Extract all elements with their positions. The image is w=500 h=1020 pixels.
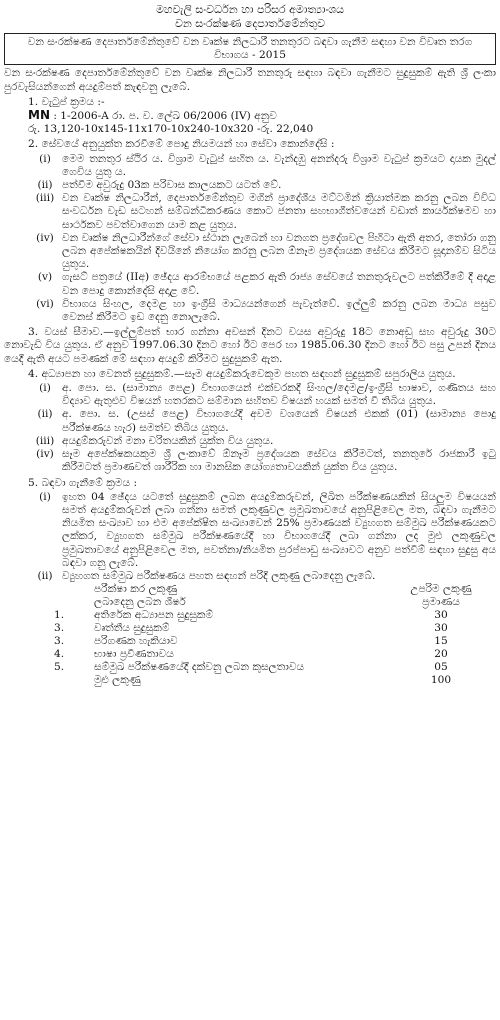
total-value: 100 <box>430 674 452 687</box>
item-text: වන වෘක්ෂ නිලධාරීන්ගේ සේවා ස්ථාන ලැබෙන් හා වනගත ප්‍රදේශවල පිහිටා ඇති අතර, තෝරා ගනු ලබන අපේක්ෂකයින් දිවයිනේ නියෝග කරනු ලබන ඕනෑම ප්‍රදේශයක සේවය කිරීමට සූදානම්ව සිටිය යුතුය. <box>62 231 496 271</box>
table-row <box>28 609 496 622</box>
section-3-text: —ඉල්ලුම්පත් භාර ගන්නා අවසන් දිනට වයස අවුරුදු 18ට නොඅඩු සහ අවුරුදු 30ට නොවැඩි විය යුතුය. ඒ අනුව 1997.06.30 දිනට හෝ ඊට පෙර හා 1985.06.30 දිනට හෝ ඊට පසු උපන් දිනය යෙදී ඇති අයට පමණක් මේ සඳහා අයදුම් කිරීමට සුදුසුකම් ඇත. <box>4 326 496 365</box>
row-number: 1. <box>54 609 65 622</box>
list-item <box>28 491 496 570</box>
item-number: (v) <box>37 271 53 284</box>
item-number: (i) <box>39 152 51 165</box>
row-value: 15 <box>434 635 448 648</box>
section-recruitment-method <box>4 477 496 688</box>
item-number: (iv) <box>36 231 54 244</box>
item-text: සෑම අපේක්ෂකයකුම ශ්‍රී ලංකාවේ ඕනෑම ප්‍රදේශයක සේවය කිරීමටත්, තනතුරේ රාජකාරී ඉටු කිරීමටත් ප්‍රමාණවත් ශාරීරික හා මානසික යෝග්‍යතාවයකින් යුක්ත විය යුතුය. <box>62 448 496 474</box>
list-item <box>28 179 496 192</box>
row-label: අතිරේක අධ්‍යාපන සුදුසුකම් <box>94 609 214 622</box>
ministry-heading: මහවැලි සංවර්ධන හා පරිසර අමාත්‍යාංශය <box>155 3 345 16</box>
item-text: අයදුම්කරුවන් මනා චරිතයකින් යුක්ත විය යුතුය. <box>62 434 274 447</box>
row-label: සම්මුඛ පරීක්ෂණයේදී දක්වනු ලබන කුසලතාවය <box>94 661 305 674</box>
row-value: 30 <box>434 609 448 622</box>
item-text: වන වෘක්ෂ නිලධාරීන්, දෙපාර්තමේන්තුව මගින් ප්‍රාදේශීය මට්ටමින් ක්‍රියාත්මක කරනු ලබන විවිධ සංවර්ධන වැඩ සටහන් සම්බන්ධීකරණය කොට ජනතා සහභාගීත්වයෙන් වඩාත් කාර්යක්ෂමව හා සාර්ථකව පවත්වාගෙන යාම කළ යුතුය. <box>62 192 496 231</box>
list-item <box>28 570 496 583</box>
row-label: පරිගණක හැකියාව <box>94 635 178 648</box>
item-text: ගැසට් පත්‍රයේ (IIඅ) ඡේදය ආරම්භයේ පළකර ඇති රාජ්‍ය සේවයේ තනතුරුවලට පත්කිරීමේ දී අදාළ වන පොදු කොන්දේසි අදාළ වේ. <box>62 271 496 297</box>
row-label: වෘත්තීය සුදුසුකම් <box>94 622 170 635</box>
item-text: අ. පො. ස. (උසස් පෙළ) විභාගයේදී අවම වශයෙන් විෂයන් එකක් (01) (සාමාන්‍ය පොදු පරීක්ෂණය හැර) සමත්ව තිබිය යුතුය. <box>62 408 496 434</box>
intro-paragraph: වන සංරක්ෂණ දෙපාර්තමේන්තුවේ වන වෘක්ෂ නිලධාරී තනතුරු සඳහා බඳවා ගැනීමට සුදුසුකම් ඇති ශ්‍රී ලංකා පුරවැසියන්ගෙන් අයදුම්පත් කැඳවනු ලැබේ. <box>4 67 496 93</box>
item-number: (vi) <box>36 297 54 310</box>
list-item <box>28 435 496 448</box>
total-label: මුළු ලකුණු <box>94 674 141 687</box>
header-criteria-line2: ලබාදෙනු ලබන ශීර්ෂ <box>94 596 186 609</box>
item-text: පත්වීම අවුරුදු 03ක පරිවාස කාලයකට යටත් වේ. <box>62 179 282 192</box>
qualifications-list <box>4 382 496 474</box>
section-salary <box>4 96 496 137</box>
list-item <box>28 271 496 297</box>
list-item <box>28 448 496 474</box>
table-row <box>28 648 496 661</box>
list-item <box>28 382 496 408</box>
row-number: 3. <box>54 635 65 648</box>
header-max-marks-line2: ප්‍රමාණය <box>422 596 460 609</box>
table-row <box>28 622 496 635</box>
conditions-list <box>28 153 496 325</box>
row-value: 20 <box>434 648 448 661</box>
row-label: භාෂා ප්‍රවීණතාවය <box>94 648 174 661</box>
section-4-intro-paragraph <box>4 368 496 381</box>
section-4-intro: —සෑම අයදුම්කරුවෙකුම පහත සඳහන් සුදුසුකම් සපුරාලිය යුතුය. <box>173 367 456 380</box>
department-heading: වන සංරක්ෂණ දෙපාර්තමේන්තුව <box>174 17 326 30</box>
row-value: 30 <box>434 622 448 635</box>
section-2-title: 2. සේවයේ අනුයුක්ත කරවීමේ පොදු නියමයන් හා සේවා කොන්දේසි : <box>28 138 335 151</box>
item-number: (iii) <box>35 192 55 205</box>
mn-line <box>28 109 496 123</box>
section-service-conditions <box>4 138 496 324</box>
recruitment-list <box>28 491 496 583</box>
marks-table <box>28 583 496 687</box>
row-value: 05 <box>434 661 448 674</box>
item-text: මෙම තනතුර ස්ථිර ය. විශ්‍රාම වැටුප් සහිත ය. වැන්දඹු අනන්දරු විශ්‍රාම වැටුප් ක්‍රමයට දායක මුදල් ගෙවිය යුතු ය. <box>62 152 496 178</box>
item-number: (iii) <box>35 434 55 447</box>
section-1-title: 1. වැටුප් ක්‍රමය :- <box>28 95 105 108</box>
section-qualifications <box>4 368 496 475</box>
item-number: (ii) <box>37 408 53 421</box>
list-item <box>28 408 496 434</box>
item-text: විභාගය සිංහල, දෙමළ හා ඉංග්‍රීසි මාධ්‍යයන්ගෙන් පැවැත්වේ. ඉල්ලුම් කරනු ලබන මාධ්‍ය පසුව වෙනස් කිරීමට ඉඩ දෙනු නොලැබේ. <box>62 297 496 324</box>
item-number: (iv) <box>36 448 54 461</box>
list-item <box>28 232 496 272</box>
mn-label: MN <box>28 108 50 123</box>
table-header-row <box>28 596 496 609</box>
item-text: ව්‍යුහගත සම්මුඛ පරීක්ෂණය පහත සඳහන් පරිදි ලකුණු ලබාදෙනු ලැබේ. <box>62 569 376 582</box>
row-number: 4. <box>54 648 65 661</box>
item-number: (ii) <box>37 179 53 192</box>
notice-title: වන සංරක්ෂණ දෙපාර්තමේන්තුවේ වන වෘක්ෂ නිලධාරී තනතුරට බඳවා ගැනීම සඳහා වන විවෘත තරග විභාගය - 2015 <box>27 36 473 62</box>
section-5-title: 5. බඳවා ගැනීමේ ක්‍රමය : <box>28 476 138 489</box>
list-item <box>28 192 496 232</box>
table-header-row <box>28 583 496 596</box>
header-max-marks-line1: උපරිම ලකුණු <box>410 583 472 596</box>
table-row <box>28 661 496 674</box>
list-item <box>28 298 496 324</box>
notice-title-box <box>4 33 496 65</box>
section-age-limit <box>4 326 496 366</box>
row-number: 3. <box>54 622 65 635</box>
salary-scale: රු. 13,120-10x145-11x170-10x240-10x320 -රු. 22,040 <box>28 123 314 136</box>
row-number: 5. <box>54 661 65 674</box>
mn-text: : 1-2006-A රා. ප. ව. ලේඛ 06/2006 (IV) අනුව <box>53 110 277 123</box>
table-total-row <box>28 674 496 687</box>
item-number: (ii) <box>37 569 53 582</box>
item-number: (i) <box>39 490 51 503</box>
table-row <box>28 635 496 648</box>
item-text: අ. පො. ස. (සාමාන්‍ය පෙළ) විභාගයෙන් එක්වරකදී සිංහල/දෙමළ/ඉංග්‍රීසි භාෂාව, ගණිතය සහ විද්‍යාව ඇතුළුව විෂයන් හතරකට සම්මාන සහිතව විෂයන් හයක් සමත් වී තිබිය යුතුය. <box>62 382 496 408</box>
section-4-title: 4. අධ්‍යාපන හා වෙනත් සුදුසුකම්. <box>28 367 174 380</box>
list-item <box>28 153 496 179</box>
item-text: ඉහත 04 ඡේදය යටතේ සුදුසුකම් ලබන අයදුම්කරුවන්, ලිඛිත පරීක්ෂණයකින් සියලුම විෂයයන් සමත් අයදුම්කරුවන් ලබා ගන්නා සමත් ලකුණුවල ප්‍රමුඛතාවයේ අනුපිළිවෙල මත, බඳවා ගැනීමට නියමිත සංඛ්‍යාව හා එම අපේක්ෂිත සංඛ්‍යාවෙන් 25% ප්‍රමාණයක් ව්‍යුහගත සම්මුඛ පරීක්ෂණයකට ලක්කර, ව්‍යුහගත සම්මුඛ පරීක්ෂණයේදී හා විභාගයේදී ලබා ගන්නා ලද මුළු ලකුණුවල ප්‍රමුඛතාවයේ අනුපිළිවෙල මත, පවත්නා/නියමිත පුරප්පාඩු සංඛ්‍යාවට අනුව පත්වීම් සඳහා සුදුසු අය බඳවා ගනු ලැබේ. <box>62 490 496 569</box>
section-3-title: 3. වයස් සීමාව. <box>28 326 104 339</box>
item-number: (i) <box>39 382 51 395</box>
header-criteria-line1: පරීක්ෂා කර ලකුණු <box>94 583 178 596</box>
